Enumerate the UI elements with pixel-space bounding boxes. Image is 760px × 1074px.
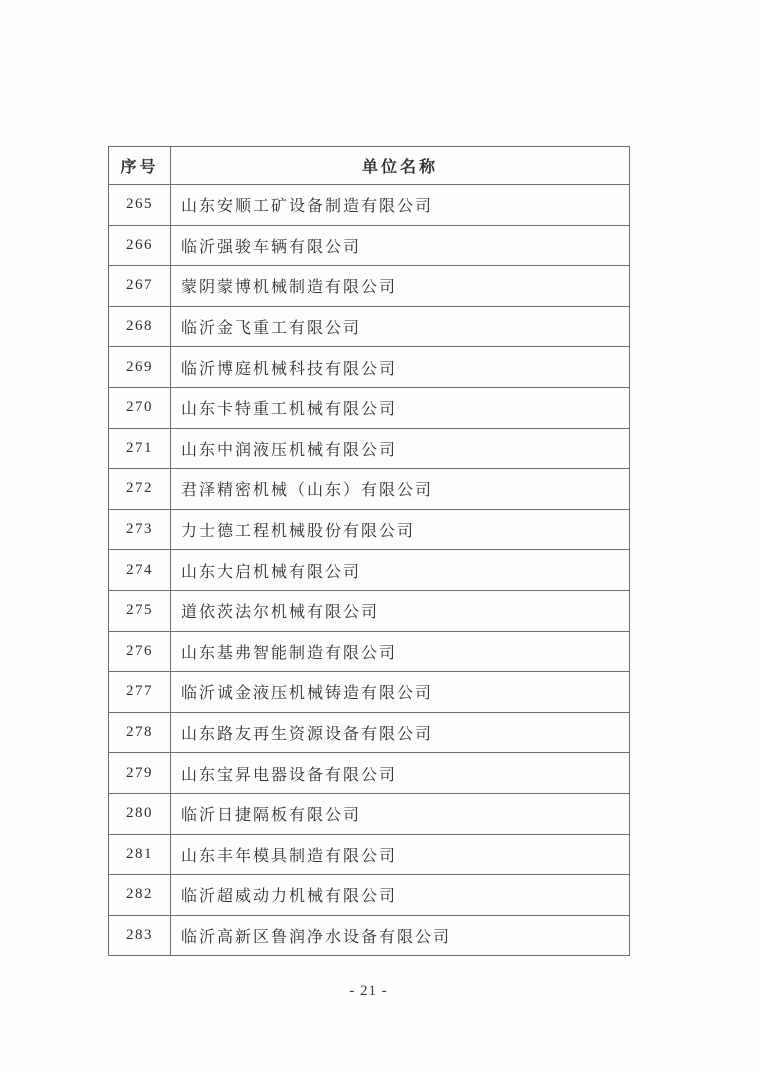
serial-number-cell: 272 [109, 469, 171, 510]
table-row [109, 428, 630, 469]
serial-number-cell: 277 [109, 672, 171, 713]
header-unit-name: 单位名称 [171, 147, 630, 185]
unit-name-cell: 山东路友再生资源设备有限公司 [171, 712, 630, 753]
unit-name-cell: 山东宝昇电器设备有限公司 [171, 753, 630, 794]
table-row [109, 550, 630, 591]
table-row [109, 266, 630, 307]
unit-name-cell: 临沂高新区鲁润净水设备有限公司 [171, 915, 630, 956]
table-row [109, 712, 630, 753]
unit-name-cell: 临沂超威动力机械有限公司 [171, 875, 630, 916]
table-row [109, 753, 630, 794]
table-row [109, 347, 630, 388]
serial-number-cell: 274 [109, 550, 171, 591]
serial-number-cell: 282 [109, 875, 171, 916]
table-row [109, 306, 630, 347]
unit-name-cell: 力士德工程机械股份有限公司 [171, 509, 630, 550]
serial-number-cell: 265 [109, 185, 171, 226]
serial-number-cell: 273 [109, 509, 171, 550]
table-row [109, 834, 630, 875]
serial-number-cell: 279 [109, 753, 171, 794]
serial-number-cell: 268 [109, 306, 171, 347]
unit-name-cell: 君泽精密机械（山东）有限公司 [171, 469, 630, 510]
serial-number-cell: 271 [109, 428, 171, 469]
serial-number-cell: 270 [109, 387, 171, 428]
unit-name-cell: 山东卡特重工机械有限公司 [171, 387, 630, 428]
serial-number-cell: 280 [109, 793, 171, 834]
table-row [109, 185, 630, 226]
serial-number-cell: 276 [109, 631, 171, 672]
unit-name-cell: 山东大启机械有限公司 [171, 550, 630, 591]
serial-number-cell: 269 [109, 347, 171, 388]
table-row [109, 387, 630, 428]
page-number: - 21 - [349, 983, 388, 999]
serial-number-cell: 283 [109, 915, 171, 956]
serial-number-cell: 275 [109, 590, 171, 631]
table-row [109, 631, 630, 672]
unit-name-cell: 山东中润液压机械有限公司 [171, 428, 630, 469]
serial-number-cell: 278 [109, 712, 171, 753]
unit-name-cell: 蒙阴蒙博机械制造有限公司 [171, 266, 630, 307]
company-table [108, 146, 630, 956]
unit-name-cell: 临沂诚金液压机械铸造有限公司 [171, 672, 630, 713]
table-row [109, 875, 630, 916]
serial-number-cell: 267 [109, 266, 171, 307]
unit-name-cell: 山东安顺工矿设备制造有限公司 [171, 185, 630, 226]
unit-name-cell: 道依茨法尔机械有限公司 [171, 590, 630, 631]
unit-name-cell: 临沂强骏车辆有限公司 [171, 225, 630, 266]
table-row [109, 915, 630, 956]
table-header-row [109, 147, 630, 185]
unit-name-cell: 山东丰年模具制造有限公司 [171, 834, 630, 875]
table-row [109, 469, 630, 510]
table-row [109, 509, 630, 550]
header-serial-number: 序号 [109, 147, 171, 185]
serial-number-cell: 266 [109, 225, 171, 266]
unit-name-cell: 山东基弗智能制造有限公司 [171, 631, 630, 672]
table-row [109, 590, 630, 631]
table-row [109, 225, 630, 266]
table-row [109, 793, 630, 834]
table-body [109, 185, 630, 956]
table-row [109, 672, 630, 713]
serial-number-cell: 281 [109, 834, 171, 875]
unit-name-cell: 临沂金飞重工有限公司 [171, 306, 630, 347]
unit-name-cell: 临沂日捷隔板有限公司 [171, 793, 630, 834]
unit-name-cell: 临沂博庭机械科技有限公司 [171, 347, 630, 388]
